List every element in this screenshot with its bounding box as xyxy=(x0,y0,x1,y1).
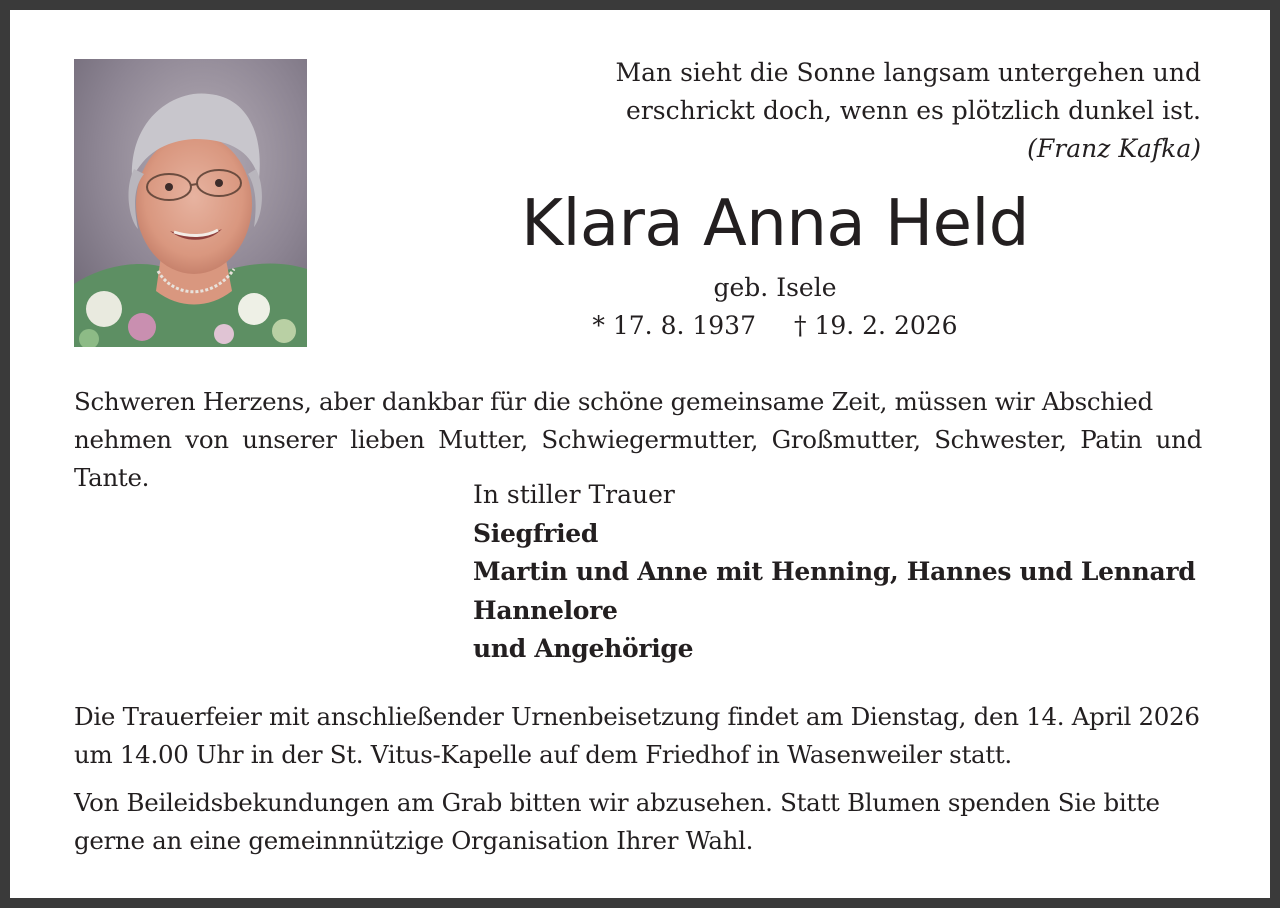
quote-line-1: Man sieht die Sonne langsam untergehen und xyxy=(615,58,1201,87)
portrait-photo-icon xyxy=(74,59,307,347)
condolence-line-2: gerne an eine gemeinnnützige Organisation Ihrer Wahl. xyxy=(74,826,754,855)
funeral-line-1: Die Trauerfeier mit anschließender Urnenbeisetzung findet am Dienstag, den 14. April 2026 xyxy=(74,702,1200,731)
quote-line-2: erschrickt doch, wenn es plötzlich dunkel ist. xyxy=(626,96,1201,125)
condolence-line-1: Von Beileidsbekundungen am Grab bitten wir abzusehen. Statt Blumen spenden Sie bitte xyxy=(74,788,1160,817)
condolence-note xyxy=(74,784,1202,860)
mourner-name: und Angehörige xyxy=(473,634,694,663)
funeral-info xyxy=(74,698,1202,774)
portrait-photo xyxy=(74,59,307,347)
mourner-name: Hannelore xyxy=(473,595,618,625)
maiden-name: geb. Isele xyxy=(713,273,837,302)
quote-author: (Franz Kafka) xyxy=(1027,134,1201,163)
life-dates xyxy=(310,308,1240,344)
mourners-block xyxy=(473,476,1196,669)
mourners-heading: In stiller Trauer xyxy=(473,480,675,509)
funeral-line-2: um 14.00 Uhr in der St. Vitus-Kapelle auf dem Friedhof in Wasenweiler statt. xyxy=(74,740,1012,769)
mourner-name: Martin und Anne mit Henning, Hannes und Lennard xyxy=(473,557,1196,586)
mourner-name: Siegfried xyxy=(473,518,599,548)
quote-block xyxy=(581,54,1201,168)
birth-date: * 17. 8. 1937 xyxy=(592,311,756,340)
obituary-card xyxy=(10,10,1270,898)
intro-line-1: Schweren Herzens, aber dankbar für die schöne gemeinsame Zeit, müssen wir Abschied xyxy=(74,387,1153,416)
deceased-name: Klara Anna Held xyxy=(521,187,1029,261)
death-date: † 19. 2. 2026 xyxy=(794,311,958,340)
intro-line-2: nehmen von unserer lieben Mutter, Schwiegermutter, Großmutter, Schwester, Patin und Tante. xyxy=(74,425,1202,492)
